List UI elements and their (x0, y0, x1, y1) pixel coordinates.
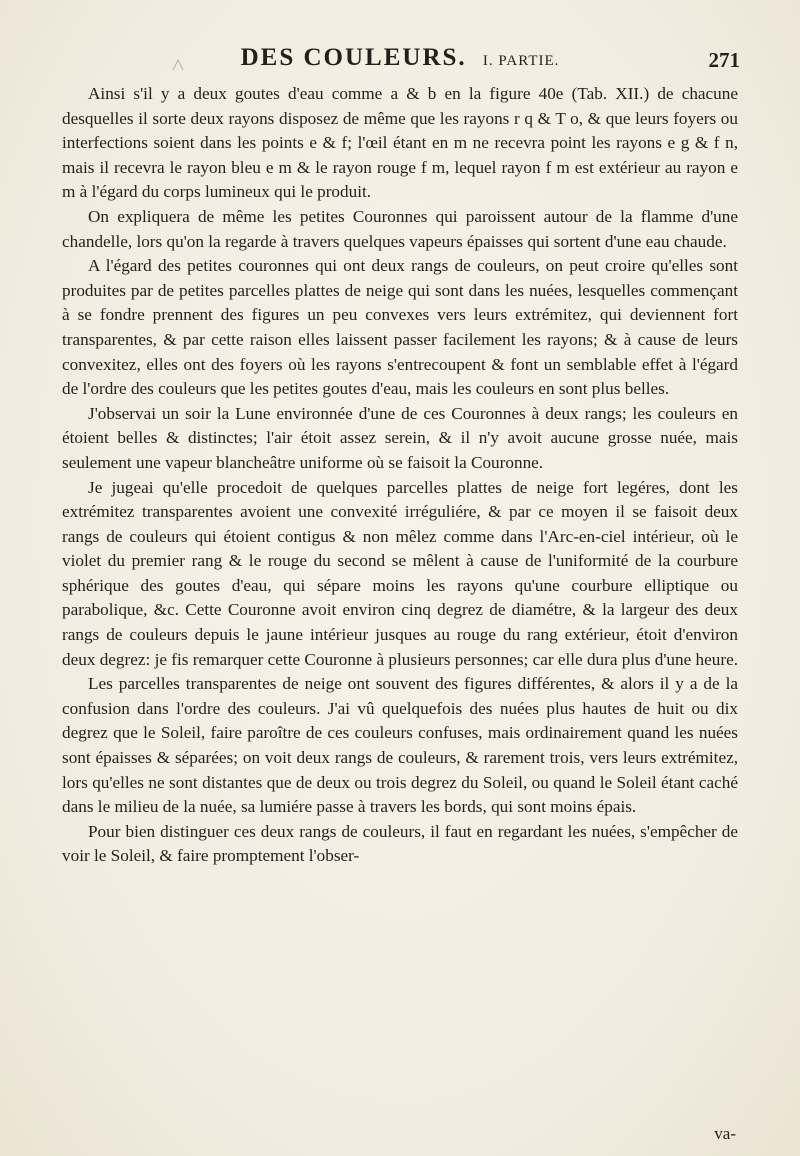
page-header (60, 38, 740, 78)
running-head (60, 44, 740, 72)
paragraph: A l'égard des petites couronnes qui ont deux rangs de couleurs, on peut croire qu'elles sont produites par de petites parcelles plattes de neige qui sont dans les nuées, lesquelles commençant à se fondre prennent des figures un peu convexes vers leurs extrémitez, qui deviennent fort transparentes, & par cette raison elles laissent passer facilement les rayons; & à cause de leurs convexitez, elles ont des foyers où les rayons s'entrecoupent & font un semblable effet à l'égard de l'ordre des couleurs que les petites goutes d'eau, mais les couleurs en sont plus belles. (62, 256, 738, 399)
paragraph: Ainsi s'il y a deux goutes d'eau comme a & b en la figure 40e (Tab. XII.) de chacune desquelles il sorte deux rayons disposez de même que les rayons r q & T o, & que leurs foyers ou interfections soient dans les points e & f; l'œil étant en m ne recevra point les rayons e g & f n, mais il recevra le rayon bleu e m & le rayon rouge f m, lequel rayon f m est extérieur au rayon e m à l'égard du corps lumineux qui le produit. (62, 84, 738, 202)
paragraph: On expliquera de même les petites Couronnes qui paroissent autour de la flamme d'une chandelle, lors qu'on la regarde à travers quelques vapeurs épaisses qui sortent d'une eau chaude. (62, 206, 738, 251)
page-number: 271 (708, 48, 740, 72)
paragraph: Pour bien distinguer ces deux rangs de couleurs, il faut en regardant les nuées, s'empêcher de voir le Soleil, & faire promptement l'obser- (62, 821, 738, 866)
part-label: I. PARTIE. (482, 53, 560, 69)
catchword: va- (714, 1124, 736, 1143)
paragraph: Les parcelles transparentes de neige ont souvent des figures différentes, & alors il y a de la confusion dans l'ordre des couleurs. J'ai vû quelquefois des nuées plus hautes de huit ou dix degrez que le Soleil, faire paroître de ces couleurs confuses, mais ordinairement quand les nuées sont épaisses & séparées; on voit deux rangs de couleurs, & rarement trois, vers leurs extrémitez, lors qu'elles ne sont distantes que de deux ou trois degrez du Soleil, ou quand le Soleil étant caché dans le milieu de la nuée, sa lumiére passe à travers les bords, qui sont moins épais. (62, 674, 738, 817)
body-text (62, 82, 738, 869)
paragraph: J'observai un soir la Lune environnée d'une de ces Couronnes à deux rangs; les couleurs en étoient belles & distinctes; l'air étoit assez serein, & il n'y avoit aucune grosse nuée, mais seulement une vapeur blancheâtre uniforme où se faisoit la Couronne. (62, 403, 738, 472)
paragraph: Je jugeai qu'elle procedoit de quelques parcelles plattes de neige fort legéres, dont les extrémitez transparentes avoient une convexité irréguliére, & par ce moyen il se faisoit deux rangs de couleurs qui étoient contigus & non mêlez comme dans l'Arc-en-ciel intérieur, où le violet du premier rang & le rouge du second se mêlent à cause de l'uniformité de la courbure sphérique des goutes d'eau, qui sépare moins les rayons qu'une courbure elliptique ou parabolique, &c. Cette Couronne avoit environ cinq degrez de diamétre, & la largeur des deux rangs de couleurs depuis le jaune intérieur jusques au rouge du rang extérieur, étoit d'environ deux degrez: je fis remarquer cette Couronne à plusieurs personnes; car elle dura plus d'une heure. (62, 477, 739, 669)
running-title: DES COULEURS. (240, 44, 467, 71)
